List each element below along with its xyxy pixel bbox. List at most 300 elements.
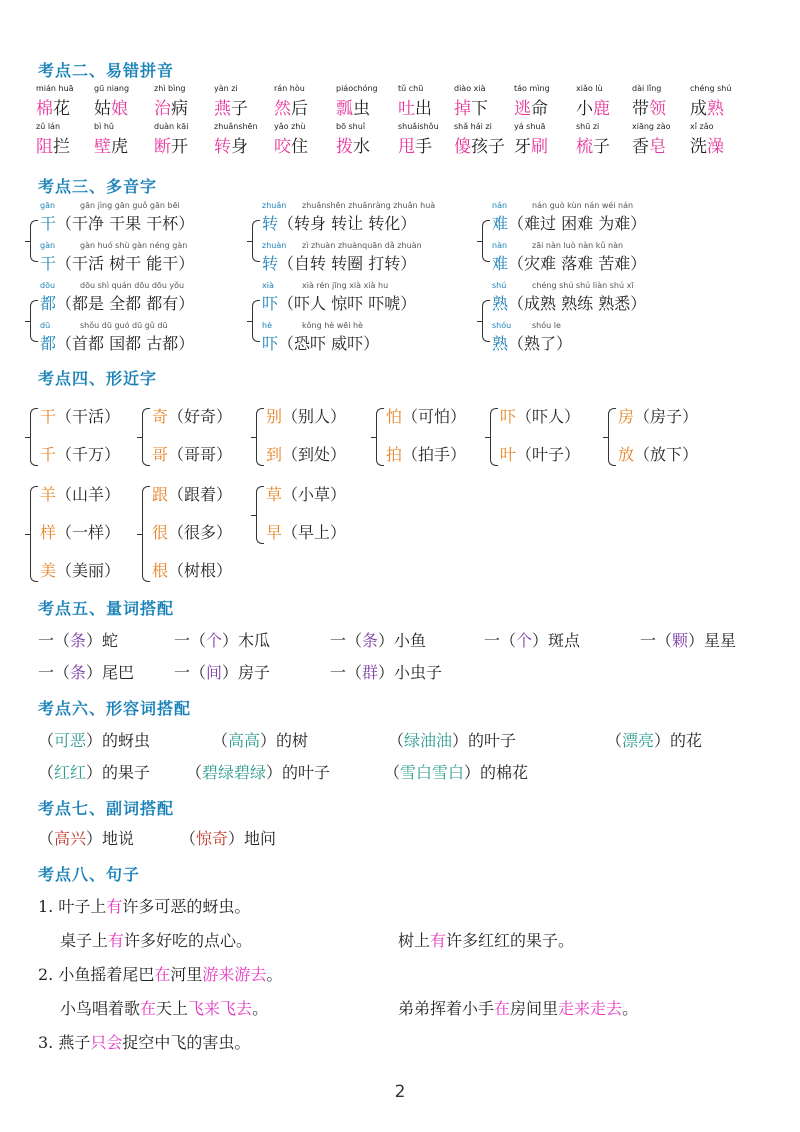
sentence-keyword: 在 (154, 965, 171, 984)
hanzi-word (94, 132, 128, 157)
hanzi-char: 成 (690, 99, 707, 119)
brace (30, 300, 38, 342)
hanzi-word (336, 94, 370, 119)
hanzi-char: 然 (274, 99, 291, 119)
polyphone-words: （转身 转让 转化） (278, 214, 417, 233)
polyphone-words: （恐吓 威吓） (278, 334, 380, 353)
hanzi-char: 皂 (649, 137, 666, 157)
pinyin-text: chéng shú (690, 84, 732, 93)
measure-prefix: 一（ (38, 663, 71, 682)
hanzi-char: 下 (471, 99, 488, 119)
section-5-title: 考点五、量词搭配 (38, 599, 175, 618)
brace (256, 486, 264, 544)
pinyin-text: duàn kāi (154, 122, 189, 131)
measure-suffix: ）蛇 (86, 631, 119, 650)
measure-suffix: ）尾巴 (86, 663, 135, 682)
similar-word: （干活） (56, 407, 121, 426)
similar-line (40, 404, 120, 427)
pinyin-text: diào xià (454, 84, 486, 93)
paren-open: （ (180, 829, 197, 848)
similar-char: 羊 (40, 485, 57, 504)
brace (30, 486, 38, 582)
similar-line (500, 442, 580, 465)
polyphone-words: （难过 困难 为难） (508, 214, 647, 233)
polyphone-text (262, 211, 416, 234)
adjective-item (38, 728, 150, 751)
hanzi-char: 逃 (514, 99, 531, 119)
similar-char: 奇 (152, 407, 169, 426)
polyphone-text (40, 251, 194, 274)
similar-char: 美 (40, 561, 57, 580)
hanzi-word (454, 94, 488, 119)
measure-word: 间 (206, 663, 223, 682)
adjective-item-suffix: 的叶子 (282, 763, 331, 782)
char-pinyin: nán (492, 201, 508, 210)
paren-open: （ (38, 829, 55, 848)
page-number: 2 (394, 1082, 406, 1102)
similar-line (152, 558, 232, 581)
char-pinyin: zhuàn (262, 241, 287, 250)
sentence-keyword: 只会 (90, 1033, 123, 1052)
section-2-title: 考点二、易错拼音 (38, 61, 175, 80)
char-pinyin: gān (40, 201, 56, 210)
words-pinyin: shǒu dū guó dū gǔ dū (80, 321, 168, 330)
paren-close: ） (266, 763, 283, 782)
paren-open: （ (606, 731, 623, 750)
similar-line (152, 442, 232, 465)
char-pinyin: zhuǎn (262, 201, 287, 210)
polyphone-text (492, 211, 646, 234)
adjective-item (606, 728, 702, 751)
similar-line (40, 442, 120, 465)
hanzi-word (398, 132, 432, 157)
hanzi-word (514, 94, 548, 119)
similar-char: 很 (152, 523, 169, 542)
similar-line (40, 520, 120, 543)
adjective-item-suffix: 的树 (276, 731, 309, 750)
brace (30, 408, 38, 466)
sentence-2 (38, 962, 282, 985)
similar-char: 叶 (500, 445, 517, 464)
hanzi-char: 姑 (94, 99, 111, 119)
hanzi-word (94, 94, 128, 119)
pinyin-text: yá shuā (514, 122, 546, 131)
adjective-item (384, 760, 528, 783)
sentence-keyword: 有 (108, 931, 125, 950)
hanzi-word (576, 94, 610, 119)
hanzi-char: 拦 (53, 137, 70, 157)
measure-word: 群 (362, 663, 379, 682)
measure-word: 条 (70, 631, 87, 650)
paren-open: （ (212, 731, 229, 750)
char-pinyin: dōu (40, 281, 56, 290)
sentence-number: 2. (38, 965, 59, 984)
sentence-keyword: 有 (106, 897, 123, 916)
words-pinyin: nán guò kùn nán wéi nán (532, 201, 634, 210)
similar-word: （到处） (282, 445, 347, 464)
adjective-item-word: 可恶 (54, 731, 87, 750)
adjective-item (388, 728, 516, 751)
words-pinyin: gān jìng gān guǒ gān bēi (80, 201, 180, 210)
sentence-part: 房间里 (510, 999, 559, 1018)
polyphone-char: 难 (492, 254, 509, 273)
adjective-item-suffix: 的花 (670, 731, 703, 750)
adjective-item-word: 高高 (228, 731, 261, 750)
brace (256, 408, 264, 466)
similar-word: （放下） (634, 445, 699, 464)
similar-char: 到 (266, 445, 283, 464)
hanzi-char: 瓢 (336, 99, 353, 119)
measure-word: 条 (70, 663, 87, 682)
adverb-item (180, 826, 276, 849)
measure-suffix: ）房子 (222, 663, 271, 682)
pinyin-text: mián huā (36, 84, 74, 93)
measure-item (330, 628, 426, 651)
measure-suffix: ）星星 (688, 631, 737, 650)
polyphone-text (262, 251, 416, 274)
pinyin-text: shǎ hái zi (454, 122, 492, 131)
hanzi-char: 甩 (398, 137, 415, 157)
hanzi-word (576, 132, 610, 157)
hanzi-word (632, 94, 666, 119)
similar-char: 早 (266, 523, 283, 542)
brace (252, 300, 260, 342)
adjective-item-word: 雪白雪白 (400, 763, 465, 782)
sentence-part: 树上 (398, 931, 431, 950)
hanzi-char: 子 (231, 99, 248, 119)
hanzi-char: 燕 (214, 99, 231, 119)
words-pinyin: zì zhuàn zhuànquān dǎ zhuàn (302, 241, 422, 250)
adjective-item-word: 碧绿碧绿 (202, 763, 267, 782)
char-pinyin: shú (492, 281, 507, 290)
pinyin-row-1 (36, 84, 776, 120)
adverb-item-suffix: 地说 (102, 829, 135, 848)
measure-item (38, 660, 134, 683)
hanzi-word (632, 132, 666, 157)
measure-item (484, 628, 580, 651)
hanzi-word (214, 94, 248, 119)
polyphone-words: （熟了） (508, 334, 573, 353)
words-pinyin: gàn huó shù gàn néng gàn (80, 241, 188, 250)
hanzi-word (336, 132, 370, 157)
hanzi-char: 出 (415, 99, 432, 119)
similar-char: 干 (40, 407, 57, 426)
pinyin-text: xiāng zào (632, 122, 671, 131)
similar-word: （跟着） (168, 485, 233, 504)
similar-line (152, 404, 232, 427)
char-pinyin: xià (262, 281, 274, 290)
hanzi-char: 断 (154, 137, 171, 157)
pinyin-text: gū niang (94, 84, 130, 93)
hanzi-char: 病 (171, 99, 188, 119)
adjective-item-word: 绿油油 (404, 731, 453, 750)
adjective-item (38, 760, 150, 783)
sentence-part: 。 (266, 965, 283, 984)
polyphone-words: （成熟 熟练 熟悉） (508, 294, 647, 313)
sentence-part: 小鸟唱着歌 (60, 999, 141, 1018)
adjective-item-suffix: 的棉花 (480, 763, 529, 782)
measure-suffix: ）小虫子 (378, 663, 443, 682)
polyphone-char: 吓 (262, 294, 279, 313)
polyphone-char: 转 (262, 214, 279, 233)
hanzi-char: 娘 (111, 99, 128, 119)
measure-prefix: 一（ (330, 663, 363, 682)
hanzi-word (214, 132, 248, 157)
adverb-item-suffix: 地问 (244, 829, 277, 848)
hanzi-char: 梳 (576, 137, 593, 157)
similar-word: （好奇） (168, 407, 233, 426)
similar-char: 别 (266, 407, 283, 426)
hanzi-char: 香 (632, 137, 649, 157)
similar-word: （很多） (168, 523, 233, 542)
similar-line (152, 482, 232, 505)
polyphone-text (262, 331, 379, 354)
similar-word: （房子） (634, 407, 699, 426)
paren-close: ） (452, 731, 469, 750)
hanzi-char: 开 (171, 137, 188, 157)
hanzi-word (454, 132, 505, 157)
similar-word: （拍手） (402, 445, 467, 464)
similar-char: 跟 (152, 485, 169, 504)
brace (142, 486, 150, 582)
paren-open: （ (186, 763, 203, 782)
sentence-part: 叶子上 (58, 897, 107, 916)
brace (30, 220, 38, 262)
measure-suffix: ）斑点 (532, 631, 581, 650)
polyphone-text (492, 331, 572, 354)
hanzi-char: 领 (649, 99, 666, 119)
measure-item (38, 628, 118, 651)
sentence-keyword: 走来走去 (558, 999, 623, 1018)
polyphone-char: 吓 (262, 334, 279, 353)
hanzi-word (514, 132, 548, 157)
sentence-part: 燕子 (58, 1033, 91, 1052)
hanzi-char: 带 (632, 99, 649, 119)
hanzi-char: 吐 (398, 99, 415, 119)
paren-close: ） (464, 763, 481, 782)
pinyin-text: xiǎo lù (576, 84, 603, 93)
similar-word: （叶子） (516, 445, 581, 464)
sentence-keyword: 有 (430, 931, 447, 950)
polyphone-words: （首都 国都 古都） (56, 334, 195, 353)
similar-line (386, 404, 466, 427)
paren-open: （ (388, 731, 405, 750)
measure-word: 个 (516, 631, 533, 650)
measure-word: 个 (206, 631, 223, 650)
similar-word: （树根） (168, 561, 233, 580)
polyphone-text (40, 211, 194, 234)
sentence-part: 。 (252, 999, 269, 1018)
hanzi-word (36, 94, 70, 119)
hanzi-char: 熟 (707, 99, 724, 119)
similar-word: （小草） (282, 485, 347, 504)
pinyin-text: bì hǔ (94, 122, 114, 131)
pinyin-text: tǔ chū (398, 84, 424, 93)
char-pinyin: gàn (40, 241, 56, 250)
hanzi-char: 棉 (36, 99, 53, 119)
section-6-title: 考点六、形容词搭配 (38, 699, 192, 718)
similar-char: 拍 (386, 445, 403, 464)
hanzi-word (690, 132, 724, 157)
polyphone-char: 都 (40, 334, 57, 353)
measure-word: 条 (362, 631, 379, 650)
similar-line (618, 404, 698, 427)
similar-char: 放 (618, 445, 635, 464)
similar-line (266, 520, 346, 543)
polyphone-char: 熟 (492, 334, 509, 353)
pinyin-text: shuǎishǒu (398, 122, 439, 131)
polyphone-text (40, 331, 194, 354)
sentence-1c (398, 928, 574, 951)
paren-open: （ (384, 763, 401, 782)
words-pinyin: zhuǎnshēn zhuǎnràng zhuǎn huà (302, 201, 436, 210)
paren-close: ） (86, 731, 103, 750)
similar-word: （早上） (282, 523, 347, 542)
pinyin-text: piáochóng (336, 84, 378, 93)
adverb-item (38, 826, 134, 849)
hanzi-char: 掉 (454, 99, 471, 119)
paren-close: ） (86, 829, 103, 848)
measure-prefix: 一（ (38, 631, 71, 650)
polyphone-char: 转 (262, 254, 279, 273)
polyphone-words: （干活 树干 能干） (56, 254, 195, 273)
words-pinyin: xià rén jīng xià xià hu (302, 281, 389, 290)
polyphone-char: 干 (40, 214, 57, 233)
char-pinyin: shóu (492, 321, 512, 330)
measure-suffix: ）小鱼 (378, 631, 427, 650)
pinyin-text: zhì bìng (154, 84, 186, 93)
words-pinyin: chéng shú shú liàn shú xī (532, 281, 634, 290)
sentence-number: 1. (38, 897, 59, 916)
hanzi-char: 小 (576, 99, 593, 119)
sentence-keyword: 在 (140, 999, 157, 1018)
hanzi-char: 牙 (514, 137, 531, 157)
similar-char: 草 (266, 485, 283, 504)
polyphone-text (492, 291, 646, 314)
measure-prefix: 一（ (174, 663, 207, 682)
sentence-number: 3. (38, 1033, 59, 1052)
hanzi-word (398, 94, 432, 119)
hanzi-char: 咬 (274, 137, 291, 157)
similar-word: （千万） (56, 445, 121, 464)
brace (142, 408, 150, 466)
pinyin-text: táo mìng (514, 84, 550, 93)
sentence-part: 桌子上 (60, 931, 109, 950)
adjective-item-word: 红红 (54, 763, 87, 782)
adjective-item-word: 漂亮 (622, 731, 655, 750)
brace (482, 220, 490, 262)
polyphone-text (262, 291, 416, 314)
char-pinyin: hè (262, 321, 272, 330)
hanzi-char: 虎 (111, 137, 128, 157)
paren-close: ） (654, 731, 671, 750)
sentence-keyword: 游来游去 (202, 965, 267, 984)
hanzi-word (154, 94, 188, 119)
sentence-2b (60, 996, 268, 1019)
similar-char: 怕 (386, 407, 403, 426)
hanzi-word (274, 132, 308, 157)
hanzi-word (154, 132, 188, 157)
pinyin-row-2 (36, 122, 776, 158)
similar-char: 吓 (500, 407, 517, 426)
similar-word: （可怕） (402, 407, 467, 426)
section-7-title: 考点七、副词搭配 (38, 799, 175, 818)
similar-line (500, 404, 580, 427)
measure-item (174, 628, 270, 651)
similar-word: （山羊） (56, 485, 121, 504)
polyphone-words: （干净 干果 干杯） (56, 214, 195, 233)
brace (376, 408, 384, 466)
hanzi-char: 鹿 (593, 99, 610, 119)
hanzi-word (690, 94, 724, 119)
measure-prefix: 一（ (640, 631, 673, 650)
adjective-item-suffix: 的果子 (102, 763, 151, 782)
polyphone-char: 干 (40, 254, 57, 273)
hanzi-word (36, 132, 70, 157)
adverb-item-word: 高兴 (54, 829, 87, 848)
sentence-part: 捉空中飞的害虫。 (122, 1033, 251, 1052)
similar-line (618, 442, 698, 465)
char-pinyin: dū (40, 321, 51, 330)
polyphone-words: （自转 转圈 打转） (278, 254, 417, 273)
section-8-title: 考点八、句子 (38, 865, 141, 884)
sentence-part: 天上 (156, 999, 189, 1018)
hanzi-char: 转 (214, 137, 231, 157)
similar-line (40, 482, 120, 505)
polyphone-char: 都 (40, 294, 57, 313)
hanzi-char: 命 (531, 99, 548, 119)
words-pinyin: zāi nàn luò nàn kǔ nàn (532, 241, 624, 250)
hanzi-char: 住 (291, 137, 308, 157)
measure-word: 颗 (672, 631, 689, 650)
similar-word: （吓人） (516, 407, 581, 426)
measure-prefix: 一（ (484, 631, 517, 650)
pinyin-text: rán hòu (274, 84, 305, 93)
hanzi-char: 子 (593, 137, 610, 157)
measure-prefix: 一（ (174, 631, 207, 650)
measure-suffix: ）木瓜 (222, 631, 271, 650)
section-4-title: 考点四、形近字 (38, 369, 158, 388)
similar-char: 房 (618, 407, 635, 426)
hanzi-char: 水 (353, 137, 370, 157)
similar-char: 千 (40, 445, 57, 464)
paren-open: （ (38, 763, 55, 782)
hanzi-char: 澡 (707, 137, 724, 157)
hanzi-char: 洗 (690, 137, 707, 157)
polyphone-text (40, 291, 194, 314)
adjective-item-suffix: 的蚜虫 (102, 731, 151, 750)
paren-close: ） (260, 731, 277, 750)
words-pinyin: kǒng hè wēi hè (302, 321, 363, 330)
polyphone-words: （都是 全都 都有） (56, 294, 195, 313)
hanzi-char: 花 (53, 99, 70, 119)
polyphone-char: 难 (492, 214, 509, 233)
pinyin-text: dài lǐng (632, 84, 662, 93)
brace (490, 408, 498, 466)
brace (482, 300, 490, 342)
words-pinyin: shóu le (532, 321, 561, 330)
sentence-2c (398, 996, 638, 1019)
sentence-1b (60, 928, 252, 951)
hanzi-char: 阻 (36, 137, 53, 157)
polyphone-char: 熟 (492, 294, 509, 313)
measure-item (640, 628, 736, 651)
paren-open: （ (38, 731, 55, 750)
pinyin-text: zhuǎnshēn (214, 122, 258, 131)
measure-item (174, 660, 270, 683)
pinyin-text: xǐ zǎo (690, 122, 714, 131)
adjective-item (212, 728, 308, 751)
